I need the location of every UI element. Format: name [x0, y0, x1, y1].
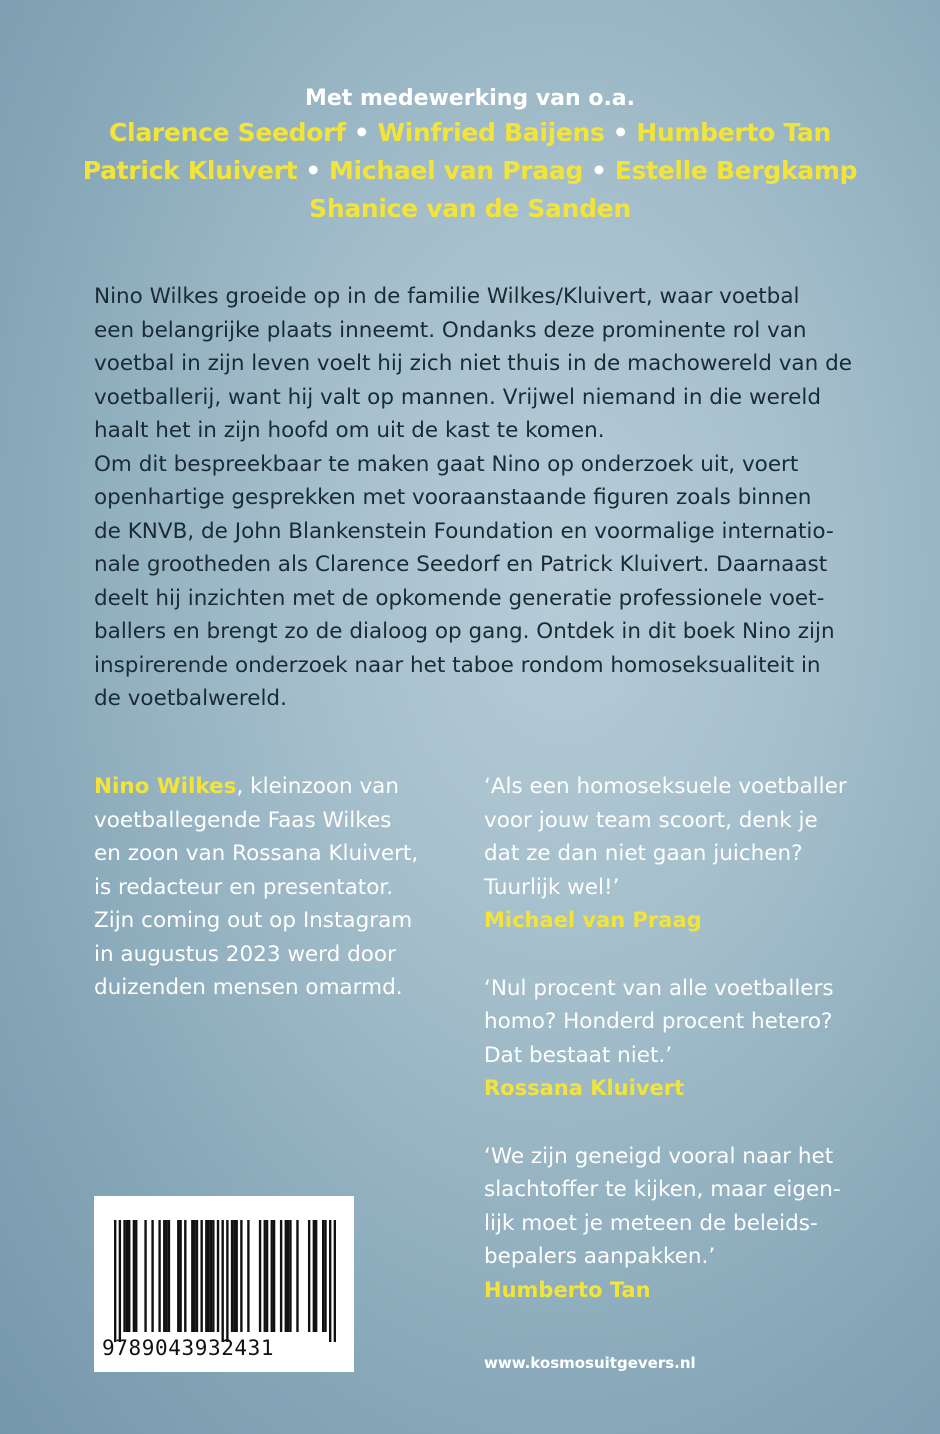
barcode-bar [151, 1220, 153, 1332]
quote-author: Michael van Praag [484, 908, 702, 932]
barcode-bar [128, 1220, 130, 1332]
barcode-bar [200, 1220, 202, 1332]
barcode-bar [329, 1220, 331, 1342]
quote-line: slachtoffer te kijken, maar eigen- [484, 1177, 841, 1202]
barcode-bar [123, 1220, 125, 1332]
barcode-bar [144, 1220, 146, 1332]
barcode-bar [259, 1220, 261, 1332]
author-name: Nino Wilkes [94, 774, 237, 799]
barcode-bar [168, 1220, 170, 1332]
contributors-intro: Met medewerking van o.a. [304, 86, 636, 111]
barcode-bar [313, 1220, 315, 1332]
quotes-column [484, 770, 884, 1341]
barcode-bar [273, 1220, 275, 1332]
blurb-line: Nino Wilkes groeide op in de familie Wilkes/Kluivert, waar voetbal [94, 284, 800, 309]
contributor-name: Humberto Tan [636, 118, 831, 147]
separator-dot: • [305, 156, 321, 185]
quote-line: dat ze dan niet gaan juichen? [484, 841, 803, 866]
author-bio [94, 770, 434, 1005]
blurb-line: inspirerende onderzoek naar het taboe rondom homoseksualiteit in [94, 652, 821, 678]
barcode-bar [210, 1220, 212, 1332]
barcode-bar [135, 1220, 137, 1332]
book-blurb [94, 280, 864, 716]
contributors-row [0, 190, 940, 228]
barcode-bar [126, 1220, 128, 1332]
barcode-bar [193, 1220, 195, 1332]
barcode-bar [280, 1220, 282, 1332]
contributors-row [0, 152, 940, 190]
blurb-line: ballers en brengt zo de dialoog op gang. Ontdek in dit boek Nino zijn [94, 619, 835, 644]
barcode-bar [315, 1220, 317, 1332]
blurb-line: de KNVB, de John Blankenstein Foundation en voormalige internatio- [94, 518, 834, 544]
blurb-line: een belangrijke plaats inneemt. Ondanks deze prominente rol van [94, 317, 807, 343]
barcode-bar [165, 1220, 167, 1332]
contributors-block [0, 84, 940, 228]
separator-dot: • [353, 118, 370, 147]
quote-line: lijk moet je meteen de beleids- [484, 1210, 818, 1236]
barcode-bar [334, 1220, 336, 1342]
isbn-number: 9789043932431 [102, 1336, 275, 1360]
barcode-bar [287, 1220, 289, 1332]
barcode-bar [285, 1220, 287, 1332]
blurb-line: voetbal in zijn leven voelt hij zich niet thuis in de machowereld van de [94, 351, 852, 376]
quote-author: Humberto Tan [484, 1277, 651, 1302]
barcode-bar [221, 1220, 223, 1342]
barcode-icon [114, 1220, 336, 1342]
quote-line: bepalers aanpakken.’ [484, 1244, 716, 1269]
quote-line: homo? Honderd procent hetero? [484, 1009, 833, 1034]
barcode-bar [179, 1220, 181, 1332]
barcode-bar [177, 1220, 179, 1332]
contributor-name: Michael van Praag [328, 156, 584, 185]
author-bio-line: voetballegende Faas Wilkes [94, 807, 392, 833]
barcode-bar [133, 1220, 135, 1332]
barcode-bar [158, 1220, 160, 1332]
barcode-bar [226, 1220, 228, 1342]
barcode-bar [240, 1220, 242, 1332]
blurb-line: nale grootheden als Clarence Seedorf en Patrick Kluivert. Daarnaast [94, 552, 828, 577]
barcode-bar [289, 1220, 291, 1332]
contributors-row [0, 114, 940, 152]
barcode-bar [217, 1220, 219, 1332]
publisher-website[interactable]: www.kosmosuitgevers.nl [484, 1354, 696, 1372]
barcode-bar [114, 1220, 116, 1342]
barcode-bar [231, 1220, 233, 1332]
quote-line: voor jouw team scoort, denk je [484, 807, 818, 833]
barcode-bar [266, 1220, 268, 1332]
contributor-name: Patrick Kluivert [82, 156, 298, 185]
separator-dot: • [591, 156, 607, 185]
quote-line: Tuurlijk wel!’ [484, 874, 620, 900]
blurb-line: de voetbalwereld. [94, 686, 287, 711]
quote-line: ‘We zijn geneigd vooral naar het [484, 1143, 834, 1169]
barcode-bar [119, 1220, 121, 1342]
isbn-barcode [94, 1196, 354, 1372]
contributor-name: Clarence Seedorf [109, 118, 346, 147]
barcode-bar [163, 1220, 165, 1332]
barcode-bar [184, 1220, 186, 1332]
author-bio-line: Nino Wilkes, kleinzoon van [94, 774, 399, 799]
blurb-line: voetballerij, want hij valt op mannen. Vrijwel niemand in die wereld [94, 384, 822, 410]
barcode-bar [247, 1220, 249, 1332]
barcode-bar [236, 1220, 238, 1332]
author-bio-line: is redacteur en presentator. [94, 874, 394, 900]
quote [484, 1140, 884, 1308]
quote [484, 770, 884, 938]
barcode-bar [322, 1220, 324, 1332]
barcode-bar [308, 1220, 310, 1332]
contributor-name: Winfried Baijens [377, 118, 605, 147]
blurb-line: Om dit bespreekbaar te maken gaat Nino op onderzoek uit, voert [94, 451, 799, 477]
barcode-bar [233, 1220, 235, 1332]
blurb-line: haalt het in zijn hoofd om uit de kast te komen. [94, 418, 605, 443]
quote-line: ‘Nul procent van alle voetballers [484, 975, 834, 1001]
barcode-bar [264, 1220, 266, 1332]
author-bio-line: en zoon van Rossana Kluivert, [94, 841, 419, 866]
barcode-bar [324, 1220, 326, 1332]
contributor-name: Estelle Bergkamp [614, 156, 858, 185]
quote-line: ‘Als een homoseksuele voetballer [484, 774, 847, 799]
barcode-bar [205, 1220, 207, 1332]
barcode-bar [296, 1220, 298, 1332]
blurb-line: openhartige gesprekken met vooraanstaande figuren zoals binnen [94, 485, 812, 510]
contributor-name: Shanice van de Sanden [309, 194, 631, 223]
barcode-bar [271, 1220, 273, 1332]
barcode-bar [212, 1220, 214, 1332]
quote-line: Dat bestaat niet.’ [484, 1042, 673, 1068]
barcode-bar [191, 1220, 193, 1332]
blurb-line: deelt hij inzichten met de opkomende generatie professionele voet- [94, 585, 825, 611]
author-bio-line: duizenden mensen omarmd. [94, 975, 403, 1000]
separator-dot: • [612, 118, 629, 147]
barcode-bar [207, 1220, 209, 1332]
barcode-bar [196, 1220, 198, 1332]
author-bio-line: Zijn coming out op Instagram [94, 908, 413, 933]
quote [484, 972, 884, 1106]
quote-author: Rossana Kluivert [484, 1076, 685, 1100]
author-bio-line: in augustus 2023 werd door [94, 941, 396, 967]
